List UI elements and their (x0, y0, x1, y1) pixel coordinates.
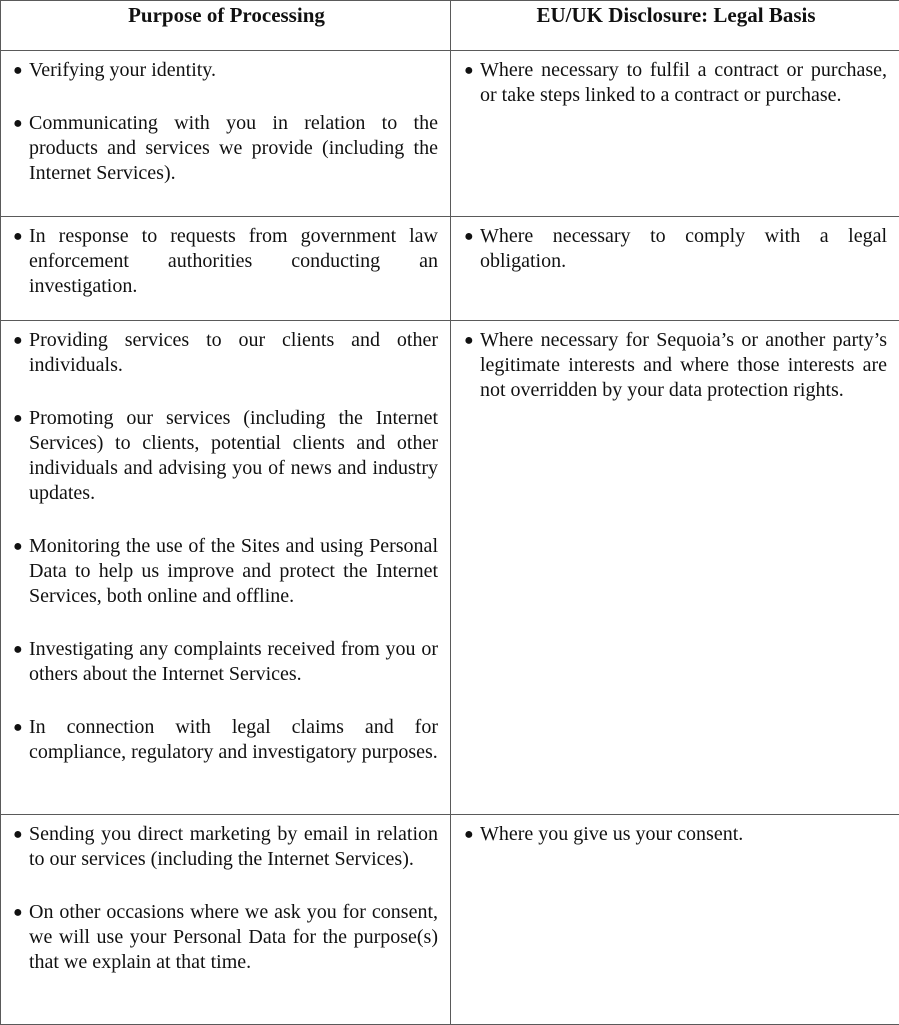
bullet-icon: ● (464, 58, 474, 83)
table-row (1, 815, 899, 1025)
legal-basis-text: Where necessary to comply with a legal obligation. (480, 225, 887, 272)
bullet-icon: ● (13, 224, 23, 249)
table-row (1, 217, 899, 321)
legal-basis-cell (451, 321, 899, 815)
list-item (13, 715, 438, 765)
bullet-icon: ● (464, 224, 474, 249)
bullet-icon: ● (13, 715, 23, 740)
legal-basis-list (464, 224, 887, 274)
legal-basis-cell (451, 815, 899, 1025)
list-item (13, 58, 438, 83)
purpose-text: Providing services to our clients and other individuals. (29, 329, 438, 376)
list-item (13, 900, 438, 975)
purpose-list (13, 822, 438, 975)
table-row (1, 321, 899, 815)
purpose-list (13, 224, 438, 299)
purpose-text: Investigating any complaints received from you or others about the Internet Services. (29, 638, 438, 685)
bullet-icon: ● (13, 328, 23, 353)
list-item (464, 224, 887, 274)
purpose-cell (1, 321, 451, 815)
list-item (464, 328, 887, 403)
list-item (13, 406, 438, 506)
purpose-text: Monitoring the use of the Sites and using Personal Data to help us improve and protect the Internet Services, both online and offline. (29, 535, 438, 607)
purpose-text: In connection with legal claims and for compliance, regulatory and investigatory purposes. (29, 716, 438, 763)
legal-basis-cell (451, 217, 899, 321)
bullet-icon: ● (13, 900, 23, 925)
purpose-text: Verifying your identity. (29, 59, 216, 81)
purpose-text: Sending you direct marketing by email in relation to our services (including the Internet Services). (29, 823, 438, 870)
bullet-icon: ● (464, 328, 474, 353)
legal-basis-list (464, 58, 887, 108)
legal-basis-list (464, 328, 887, 403)
purpose-text: On other occasions where we ask you for consent, we will use your Personal Data for the purpose(s) that we explain at that time. (29, 901, 438, 973)
bullet-icon: ● (13, 534, 23, 559)
legal-basis-cell (451, 51, 899, 217)
purpose-cell (1, 51, 451, 217)
bullet-icon: ● (464, 822, 474, 847)
list-item (464, 58, 887, 108)
legal-basis-text: Where necessary to fulfil a contract or purchase, or take steps linked to a contract or purchase. (480, 59, 887, 106)
list-item (13, 637, 438, 687)
list-item (13, 224, 438, 299)
bullet-icon: ● (13, 822, 23, 847)
list-item (13, 328, 438, 378)
bullet-icon: ● (13, 58, 23, 83)
purpose-list (13, 58, 438, 186)
purpose-text: Promoting our services (including the Internet Services) to clients, potential clients and other individuals and advising you of news and industry updates. (29, 407, 438, 504)
purpose-text: Communicating with you in relation to the products and services we provide (including the Internet Services). (29, 112, 438, 184)
bullet-icon: ● (13, 637, 23, 662)
bullet-icon: ● (13, 406, 23, 431)
purpose-text: In response to requests from government law enforcement authorities conducting an investigation. (29, 225, 438, 297)
list-item (13, 111, 438, 186)
table-header-row (1, 1, 899, 51)
legal-basis-text: Where necessary for Sequoia’s or another party’s legitimate interests and where those interests are not overridden by your data protection rights. (480, 329, 887, 401)
table-row (1, 51, 899, 217)
list-item (464, 822, 887, 847)
list-item (13, 534, 438, 609)
bullet-icon: ● (13, 111, 23, 136)
header-legal-basis-text: EU/UK Disclosure: Legal Basis (536, 3, 815, 28)
header-purpose-text: Purpose of Processing (128, 3, 325, 28)
list-item (13, 822, 438, 872)
purpose-list (13, 328, 438, 765)
header-legal-basis (451, 1, 899, 51)
legal-basis-text: Where you give us your consent. (480, 823, 743, 845)
purpose-cell (1, 815, 451, 1025)
legal-basis-list (464, 822, 887, 847)
purpose-cell (1, 217, 451, 321)
header-purpose (1, 1, 451, 51)
